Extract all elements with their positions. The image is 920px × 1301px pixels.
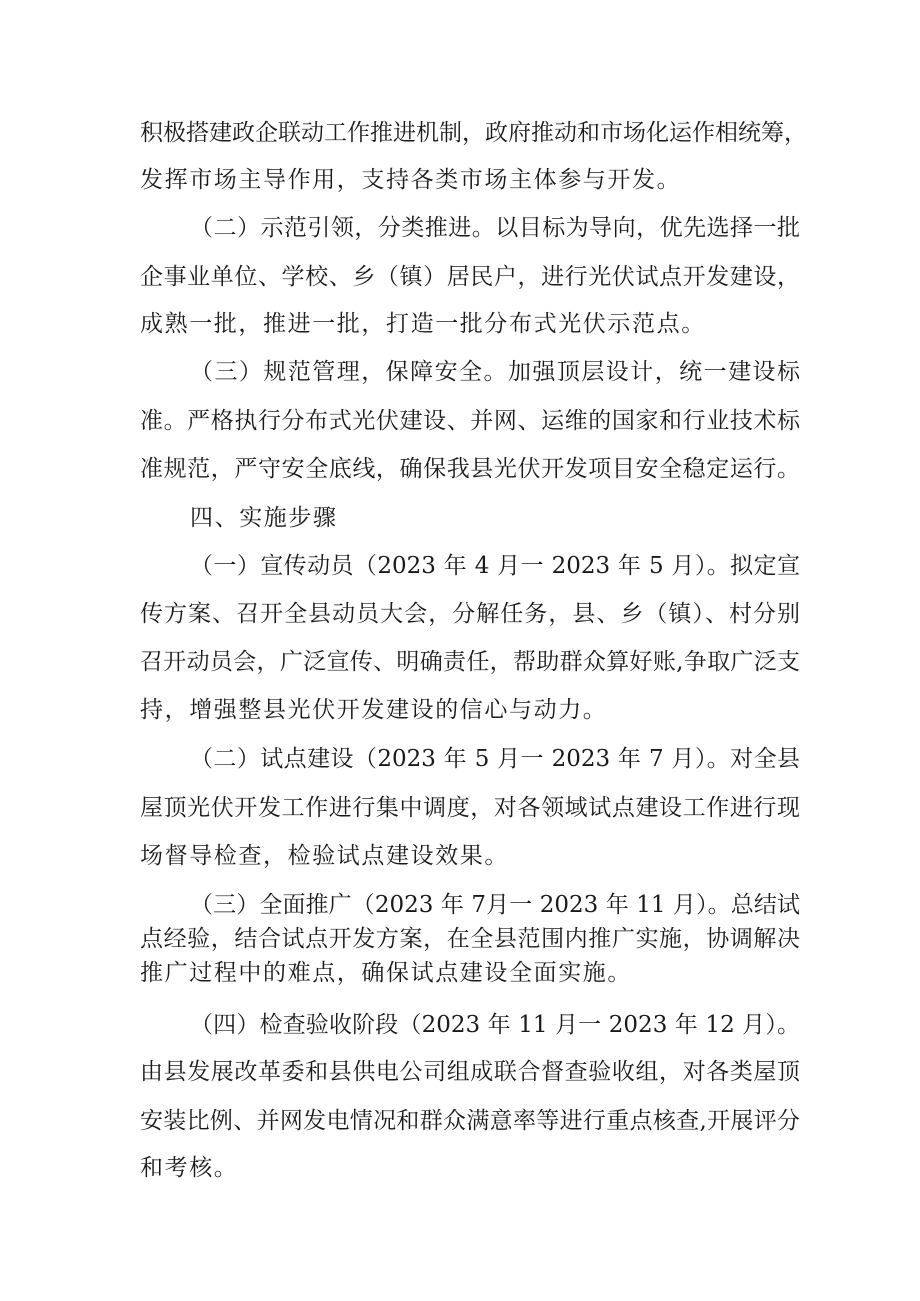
text-line: （三）规范管理，保障安全。加强顶层设计，统一建设标 <box>190 359 800 385</box>
text-line: 和考核。 <box>140 1155 239 1181</box>
text-line: 传方案、召开全县动员大会，分解任务，县、乡（镇）、村分别 <box>140 601 800 627</box>
text-line: （一）宣传动员（2023 年 4 月一 2023 年 5 月）。拟定宣 <box>190 553 800 579</box>
text-line: （二）试点建设（2023 年 5 月一 2023 年 7 月）。对全县 <box>190 746 800 772</box>
text-line: 由县发展改革委和县供电公司组成联合督查验收组，对各类屋顶 <box>140 1059 800 1085</box>
text-line: 准规范，严守安全底线，确保我县光伏开发项目安全稳定运行。 <box>140 456 800 482</box>
text-line: 召开动员会，广泛宣传、明确责任，帮助群众算好账,争取广泛支 <box>140 649 800 675</box>
text-line: 场督导检查，检验试点建设效果。 <box>140 843 509 869</box>
text-line: （三）全面推广（2023 年 7月一 2023 年 11 月）。总结试 <box>190 892 800 918</box>
section-heading: 四、实施步骤 <box>190 505 338 531</box>
text-line: 积极搭建政企联动工作推进机制，政府推动和市场化运作相统筹， <box>140 120 807 146</box>
text-line: 准。严格执行分布式光伏建设、并网、运维的国家和行业技术标 <box>140 408 800 434</box>
text-line: 推广过程中的难点，确保试点建设全面实施。 <box>140 960 632 986</box>
text-line: 点经验，结合试点开发方案，在全县范围内推广实施，协调解决 <box>140 926 800 952</box>
text-line: （二）示范引领，分类推进。以目标为导向，优先选择一批 <box>190 215 800 241</box>
text-line: 屋顶光伏开发工作进行集中调度，对各领域试点建设工作进行现 <box>140 795 800 821</box>
text-line: （四）检查验收阶段（2023 年 11 月一 2023 年 12 月）。 <box>190 1012 800 1038</box>
text-line: 企事业单位、学校、乡（镇）居民户，进行光伏试点开发建设， <box>140 264 800 290</box>
text-line: 持，增强整县光伏开发建设的信心与动力。 <box>140 697 608 723</box>
text-line: 发挥市场主导作用，支持各类市场主体参与开发。 <box>140 167 682 193</box>
text-line: 安装比例、并网发电情况和群众满意率等进行重点核查,开展评分 <box>140 1108 800 1134</box>
text-line: 成熟一批，推进一批，打造一批分布式光伏示范点。 <box>140 311 706 337</box>
